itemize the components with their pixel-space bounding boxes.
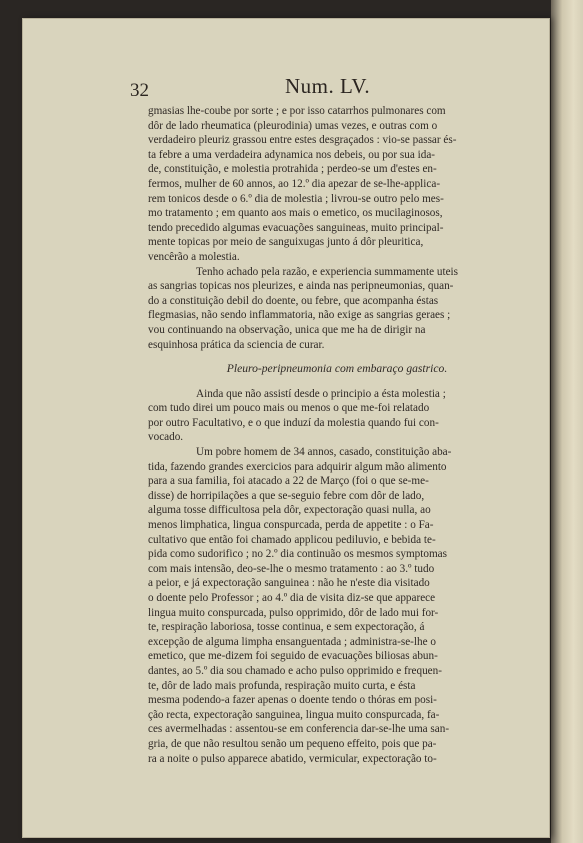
page-number: 32	[130, 80, 149, 101]
text-line: para a sua familia, foi atacado a 22 de Março (foi o que se-me-	[148, 475, 429, 488]
text-line: com mais intensão, deo-se-lhe o mesmo tratamento : ao 3.º tudo	[148, 562, 435, 575]
text-line: mo tratamento ; em quanto aos mais o emetico, os mucilaginosos,	[148, 207, 443, 220]
text-line: mesma podendo-a fazer apenas o doente tendo o thóras em posi-	[148, 694, 437, 707]
text-line: vou continuando na observação, unica que me ha de dirigir na	[148, 323, 426, 336]
text-line: emetico, que me-dizem foi seguido de evacuações biliosas abun-	[148, 650, 438, 663]
scan-background	[0, 0, 22, 843]
text-line: verdadeiro pleuriz grassou entre estes desgraçados : vio-se passar és-	[148, 134, 457, 147]
text-line: vocado.	[148, 431, 184, 444]
text-line: flegmasias, não sendo inflammatoria, não exige as sangrias geraes ;	[148, 309, 451, 322]
text-line: pida como sudorifico ; no 2.º dia continuão os mesmos symptomas	[148, 548, 447, 561]
text-line: ção recta, expectoração sanguinea, lingua muito conspurcada, fa-	[148, 708, 440, 721]
text-line: gmasias lhe-coube por sorte ; e por isso catarrhos pulmonares com	[148, 105, 446, 117]
text-line: dantes, ao 5.º dia sou chamado e acho pulso opprimido e frequen-	[148, 664, 442, 677]
text-line: excepção de alguma limpha ensanguentada ; administra-se-lhe o	[148, 635, 436, 648]
text-line: lingua muito conspurcada, pulso opprimido, dôr de lado mui for-	[148, 606, 439, 619]
body-text	[148, 104, 526, 766]
running-head	[130, 68, 520, 100]
text-line: Tenho achado pela razão, e experiencia summamente uteis	[196, 265, 458, 278]
text-line: vencêrão a molestia.	[148, 250, 240, 263]
text-line: com tudo direi um pouco mais ou menos o que me-foi relatado	[148, 402, 430, 415]
text-line: ta febre a uma verdadeira adynamica nos debeis, ou por sua ida-	[148, 148, 436, 161]
text-line: tida, fazendo grandes exercicios para adquirir algum mão alimento	[148, 460, 447, 473]
text-line: esquinhosa prática da sciencia de curar.	[148, 338, 325, 351]
text-line: te, respiração laboriosa, tosse continua, e sem expectoração, á	[148, 621, 425, 634]
text-line: do a constituição debil do doente, ou febre, que acompanha éstas	[148, 294, 439, 307]
text-line: Ainda que não assistí desde o principio a ésta molestia ;	[196, 387, 446, 400]
paragraph-3	[148, 387, 526, 445]
text-line: rem tonicos desde o 6.º dia de molestia ; livrou-se outro pelo mes-	[148, 192, 444, 205]
text-line: cultativo que então foi chamado applicou pediluvio, e bebida te-	[148, 533, 436, 546]
text-line: te, dôr de lado mais profunda, respiração muito curta, e ésta	[148, 679, 416, 692]
paragraph-1	[148, 104, 526, 265]
text-line: Um pobre homem de 34 annos, casado, constituição aba-	[196, 446, 452, 459]
text-line: dôr de lado rheumatica (pleurodinia) umas vezes, e outras com o	[148, 119, 438, 132]
running-title: Num. LV.	[285, 74, 371, 98]
text-line: disse) de horripilações a que se-seguio febre com dôr de lado,	[148, 489, 425, 502]
text-line: gria, de que não resultou senão um pequeno effeito, pois que pa-	[148, 737, 437, 750]
paragraph-4	[148, 445, 526, 766]
paragraph-2	[148, 265, 526, 353]
text-line: ces avermelhadas : assentou-se em conferencia dar-se-lhe uma san-	[148, 723, 450, 736]
text-line: ra a noite o pulso apparece abatido, vermicular, expectoração to-	[148, 752, 437, 765]
text-line: o doente pelo Professor ; ao 4.º dia de visita diz-se que apparece	[148, 592, 436, 604]
text-line: de, constituição, e molestia protrahida ; perdeo-se um d'estes en-	[148, 163, 437, 176]
text-line: por outro Facultativo, e o que induzí da molestia quando fui con-	[148, 416, 439, 429]
text-line: menos limphatica, lingua conspurcada, perda de appetite : o Fa-	[148, 519, 434, 532]
adjacent-page-edge	[551, 0, 583, 843]
section-heading-text: Pleuro-peripneumonia com embaraço gastrico.	[226, 362, 448, 376]
section-heading	[148, 362, 526, 377]
text-line: alguma tosse difficultosa pela dôr, expectoração quasi nulla, ao	[148, 504, 431, 517]
text-line: a peior, e já expectoração sanguinea : não he n'este dia visitado	[148, 577, 430, 590]
text-line: tendo precedido algumas evacuações sanguineas, muito principal-	[148, 221, 444, 234]
text-line: mente topicas por meio de sanguixugas junto á dôr pleuritica,	[148, 236, 424, 249]
text-line: fermos, mulher de 60 annos, ao 12.º dia apezar de se-lhe-applica-	[148, 177, 441, 190]
text-line: as sangrias topicas nos pleurizes, e ainda nas peripneumonias, quan-	[148, 280, 454, 293]
